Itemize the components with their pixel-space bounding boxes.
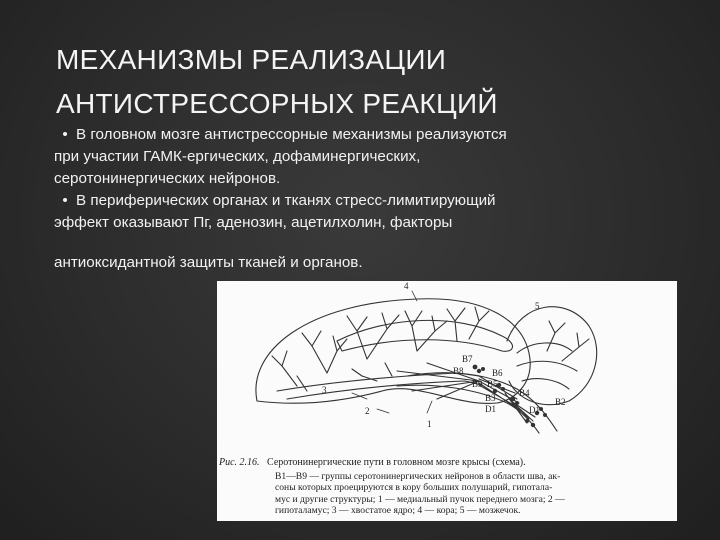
label-1: 1 [427,419,432,429]
bullet-1-line-1: • В головном мозге антистрессорные механизмы реализуются [54,124,654,146]
label-4: 4 [404,281,409,291]
label-d1-b: D1 [529,405,540,415]
bullet-2-line-2: эффект оказывают Пг, аденозин, ацетилхолин, факторы [54,214,453,231]
bullet-dot: • [62,192,68,209]
label-3: 3 [322,385,327,395]
bullet-dot: • [62,126,68,143]
caption-line-2: соны которых проецируются в кору больших полушарий, гипотала- [275,482,553,494]
label-b4: B4 [519,388,530,398]
caption-line-1: B1—B9 — группы серотонинергических нейронов в области шва, ак- [275,471,561,483]
caption-heading: Рис. 2.16. Серотонинергические пути в головном мозге крысы (схема). [219,457,526,468]
title-line-2: АНТИСТРЕССОРНЫХ РЕАКЦИЙ [56,88,498,119]
figure-caption [219,457,669,516]
caption-line-4: гипоталамус; 3 — хвостатое ядро; 4 — кора; 5 — мозжечок. [275,504,521,516]
label-b2: B2 [555,397,566,407]
label-b6: B6 [492,368,503,378]
label-b7: B7 [462,354,473,364]
title-line-1: МЕХАНИЗМЫ РЕАЛИЗАЦИИ [56,44,447,75]
bullet-2-line-3: антиоксидантной защиты тканей и органов. [54,254,363,271]
bullet-1-line-3: серотонинергических нейронов. [54,170,281,187]
bullet-2-line-1: • В периферических органах и тканях стресс-лимитирующий [54,190,654,212]
label-d1-a: D1 [485,404,496,414]
label-b8: B8 [453,366,464,376]
bullet-1-line-2: при участии ГАМК-ергических, дофаминергических, [54,148,421,165]
label-b5: B5 [487,379,498,389]
slide-title [56,38,656,126]
label-2: 2 [365,406,370,416]
serotonin-pathways-figure [217,281,677,521]
label-b3: B3 [485,393,496,403]
label-5: 5 [535,301,540,311]
caption-line-3: мус и другие структуры; 1 — медиальный пучок переднего мозга; 2 — [275,493,565,505]
slide-body [54,124,654,274]
label-b9: B9 [472,379,483,389]
